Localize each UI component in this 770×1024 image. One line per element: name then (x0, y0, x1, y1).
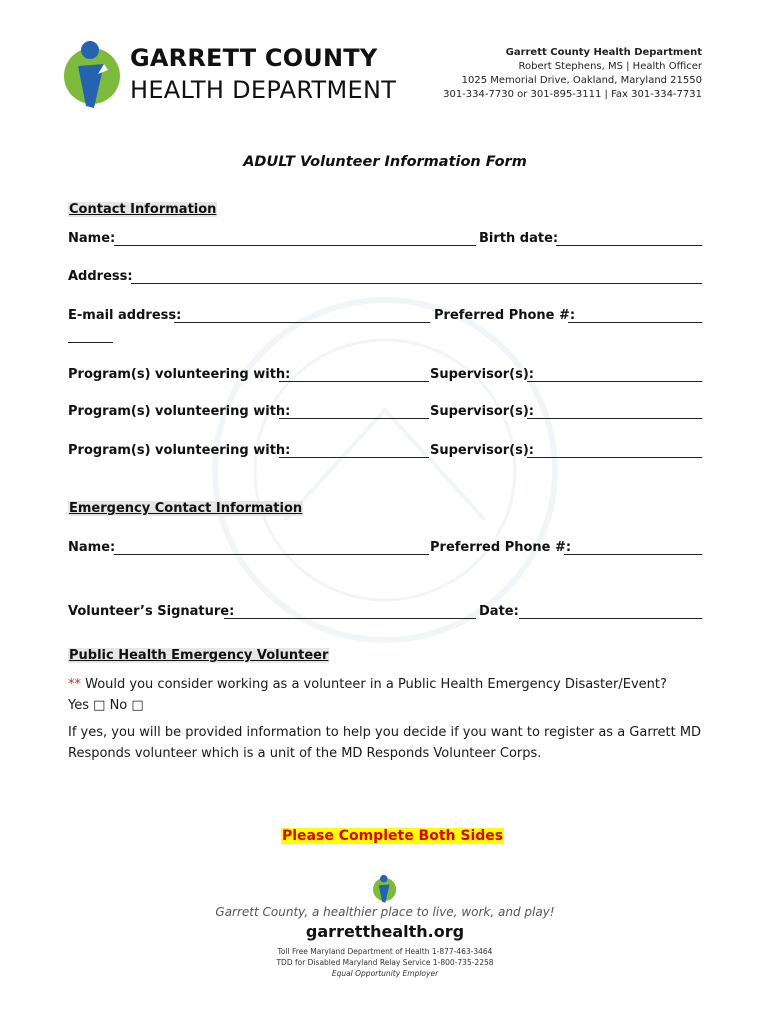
supervisor-label: Supervisor(s): (430, 367, 534, 382)
name-row (68, 231, 702, 249)
address-row (68, 269, 702, 287)
question-text: Would you consider working as a volunteer in a Public Health Emergency Disaster/Event? (81, 677, 667, 692)
signature-field[interactable] (224, 618, 476, 619)
emergency-name-row (68, 540, 702, 558)
program-label: Program(s) volunteering with: (68, 404, 291, 419)
no-label: No (109, 698, 128, 713)
address-label: Address: (68, 269, 133, 284)
logo-figure-icon (64, 40, 122, 110)
program-row-1 (68, 367, 702, 385)
footer-website[interactable]: garretthealth.org (305, 922, 465, 941)
md-responds-info: If yes, you will be provided information to help you decide if you want to register as a Garrett MD Responds volunteer which is a unit of the MD Responds Volunteer Corps. (68, 725, 702, 761)
supervisor-label: Supervisor(s): (430, 443, 534, 458)
program-label: Program(s) volunteering with: (68, 443, 291, 458)
birth-date-label: Birth date: (479, 231, 559, 246)
dept-phones: 301-334-7730 or 301-895-3111 | Fax 301-334-7731 (443, 89, 702, 100)
address-field[interactable] (131, 283, 702, 284)
footer-eoe: Equal Opportunity Employer (331, 969, 439, 978)
birth-date-field[interactable] (556, 245, 702, 246)
footer-logo-icon (373, 874, 397, 904)
department-logo (64, 40, 397, 112)
supervisor-field-1[interactable] (527, 381, 702, 382)
signature-label: Volunteer’s Signature: (68, 604, 235, 619)
email-field[interactable] (174, 322, 430, 323)
name-field[interactable] (114, 245, 476, 246)
supervisor-field-3[interactable] (527, 457, 702, 458)
logo-subtitle: HEALTH DEPARTMENT (130, 76, 397, 104)
emergency-phone-label: Preferred Phone #: (430, 540, 572, 555)
program-label: Program(s) volunteering with: (68, 367, 291, 382)
supervisor-label: Supervisor(s): (430, 404, 534, 419)
yes-checkbox[interactable]: □ (93, 698, 106, 713)
program-field-2[interactable] (279, 418, 429, 419)
dept-address: 1025 Memorial Drive, Oakland, Maryland 21550 (461, 75, 702, 86)
department-contact-block (443, 46, 702, 102)
phone-overflow-row (68, 328, 702, 346)
footer-tagline: Garrett County, a healthier place to live, work, and play! (215, 905, 555, 919)
dept-name: Garrett County Health Department (505, 47, 702, 58)
emergency-heading: Emergency Contact Information (69, 501, 303, 516)
emergency-phone-field[interactable] (564, 554, 702, 555)
email-label: E-mail address: (68, 308, 182, 323)
emergency-name-label: Name: (68, 540, 116, 555)
name-label: Name: (68, 231, 116, 246)
logo-title: GARRETT COUNTY (130, 44, 378, 72)
program-row-3 (68, 443, 702, 461)
preferred-phone-field[interactable] (568, 322, 702, 323)
emergency-name-field[interactable] (114, 554, 429, 555)
complete-both-sides-note: Please Complete Both Sides (282, 828, 504, 844)
health-officer: Robert Stephens, MS | Health Officer (518, 61, 702, 72)
no-checkbox[interactable]: □ (131, 698, 144, 713)
footer-tollfree: Toll Free Maryland Department of Health 1-877-463-3464 (277, 947, 493, 956)
contact-heading: Contact Information (69, 202, 217, 217)
date-field[interactable] (519, 618, 702, 619)
email-row (68, 308, 702, 326)
form-title: ADULT Volunteer Information Form (243, 154, 527, 170)
program-row-2 (68, 404, 702, 422)
signature-row (68, 604, 702, 622)
required-stars: ** (68, 677, 81, 692)
footer-tdd: TDD for Disabled Maryland Relay Service 1-800-735-2258 (276, 958, 494, 967)
program-field-1[interactable] (279, 381, 429, 382)
preferred-phone-label: Preferred Phone #: (434, 308, 576, 323)
date-label: Date: (479, 604, 519, 619)
supervisor-field-2[interactable] (527, 418, 702, 419)
volunteer-question (68, 674, 702, 716)
program-field-3[interactable] (279, 457, 429, 458)
preferred-phone-field-continued[interactable] (68, 342, 113, 343)
yes-label: Yes (68, 698, 89, 713)
public-health-heading: Public Health Emergency Volunteer (69, 648, 329, 663)
